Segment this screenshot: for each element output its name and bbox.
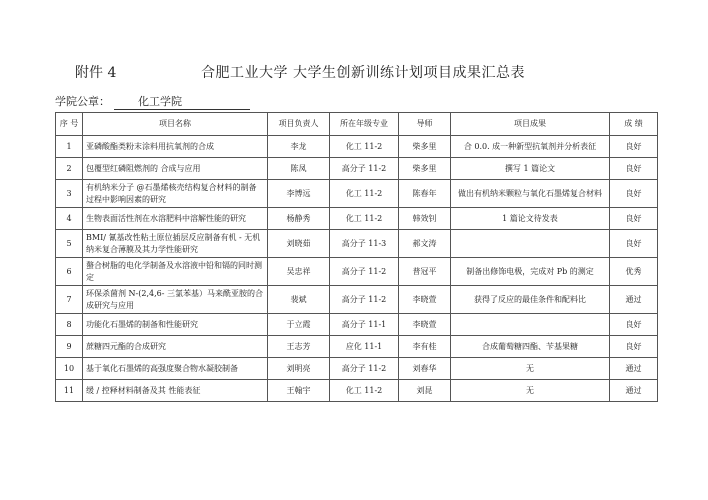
cell-major: 应化 11-1 bbox=[330, 336, 399, 358]
cell-result: 制备出修饰电极，完成对 Pb 的测定 bbox=[451, 258, 610, 286]
cell-project-name: 缓 / 控释材料制备及其 性能表征 bbox=[83, 380, 268, 402]
table-row bbox=[56, 180, 658, 208]
cell-advisor: 李晓萱 bbox=[399, 286, 451, 314]
school-seal-line bbox=[55, 93, 250, 110]
table-row bbox=[56, 230, 658, 258]
cell-result bbox=[451, 230, 610, 258]
cell-major: 化工 11-2 bbox=[330, 136, 399, 158]
table-header-row bbox=[56, 113, 658, 136]
cell-grade: 良好 bbox=[610, 314, 658, 336]
cell-no: 5 bbox=[56, 230, 83, 258]
cell-leader: 陈凤 bbox=[268, 158, 330, 180]
cell-no: 1 bbox=[56, 136, 83, 158]
cell-project-name: 包覆型红磷阻燃剂的 合成与应用 bbox=[83, 158, 268, 180]
cell-advisor: 柴多里 bbox=[399, 136, 451, 158]
cell-result bbox=[451, 314, 610, 336]
cell-no: 2 bbox=[56, 158, 83, 180]
cell-leader: 吴忠祥 bbox=[268, 258, 330, 286]
cell-major: 化工 11-2 bbox=[330, 180, 399, 208]
school-label: 学院公章： bbox=[55, 95, 110, 108]
cell-major: 化工 11-2 bbox=[330, 208, 399, 230]
table-row bbox=[56, 380, 658, 402]
cell-no: 8 bbox=[56, 314, 83, 336]
cell-grade: 良好 bbox=[610, 158, 658, 180]
cell-leader: 李博远 bbox=[268, 180, 330, 208]
cell-leader: 王翰宇 bbox=[268, 380, 330, 402]
cell-project-name: 有机纳米分子 @石墨烯核壳结构复合材料的制备过程中影响因素的研究 bbox=[83, 180, 268, 208]
cell-result: 1 篇论文待发表 bbox=[451, 208, 610, 230]
cell-result: 做出有机纳米颗粒与氧化石墨烯复合材料 bbox=[451, 180, 610, 208]
cell-leader: 王志芳 bbox=[268, 336, 330, 358]
cell-result: 合成葡萄糖四酯、苄基果糖 bbox=[451, 336, 610, 358]
cell-no: 7 bbox=[56, 286, 83, 314]
table-row bbox=[56, 358, 658, 380]
table-row bbox=[56, 286, 658, 314]
cell-no: 10 bbox=[56, 358, 83, 380]
cell-advisor: 李晓萱 bbox=[399, 314, 451, 336]
cell-major: 高分子 11-2 bbox=[330, 158, 399, 180]
school-value: 化工学院 bbox=[114, 93, 250, 110]
cell-grade: 良好 bbox=[610, 180, 658, 208]
cell-no: 3 bbox=[56, 180, 83, 208]
cell-grade: 优秀 bbox=[610, 258, 658, 286]
cell-no: 6 bbox=[56, 258, 83, 286]
cell-no: 11 bbox=[56, 380, 83, 402]
cell-leader: 裴斌 bbox=[268, 286, 330, 314]
cell-result: 无 bbox=[451, 358, 610, 380]
cell-project-name: 螯合树脂的电化学制备及水溶液中铅和镉的同时测定 bbox=[83, 258, 268, 286]
cell-advisor: 郝文涛 bbox=[399, 230, 451, 258]
cell-grade: 通过 bbox=[610, 380, 658, 402]
cell-project-name: 蔗糖四元酯的合成研究 bbox=[83, 336, 268, 358]
cell-major: 高分子 11-2 bbox=[330, 258, 399, 286]
page-title: 合肥工业大学 大学生创新训练计划项目成果汇总表 bbox=[201, 65, 525, 81]
cell-major: 高分子 11-3 bbox=[330, 230, 399, 258]
cell-result: 撰写 1 篇论文 bbox=[451, 158, 610, 180]
cell-no: 9 bbox=[56, 336, 83, 358]
col-header-result: 项目成果 bbox=[451, 113, 610, 136]
cell-project-name: 功能化石墨烯的制备和性能研究 bbox=[83, 314, 268, 336]
attachment-label: 附件 4 bbox=[75, 65, 117, 81]
table-row bbox=[56, 158, 658, 180]
cell-major: 高分子 11-2 bbox=[330, 358, 399, 380]
cell-project-name: 基于氧化石墨烯的高强度聚合物水凝胶制备 bbox=[83, 358, 268, 380]
cell-project-name: 生物表面活性剂在水溶肥料中溶解性能的研究 bbox=[83, 208, 268, 230]
cell-result: 无 bbox=[451, 380, 610, 402]
cell-grade: 良好 bbox=[610, 208, 658, 230]
cell-leader: 刘明亮 bbox=[268, 358, 330, 380]
cell-advisor: 李有桂 bbox=[399, 336, 451, 358]
col-header-advisor: 导师 bbox=[399, 113, 451, 136]
col-header-major: 所在年级专业 bbox=[330, 113, 399, 136]
cell-advisor: 陈春年 bbox=[399, 180, 451, 208]
table-row bbox=[56, 314, 658, 336]
cell-project-name: 亚磷酸酯类粉末涂料用抗氧剂的合成 bbox=[83, 136, 268, 158]
cell-result: 合 0.0. 成一种新型抗氧剂并分析表征 bbox=[451, 136, 610, 158]
cell-major: 高分子 11-2 bbox=[330, 286, 399, 314]
cell-advisor: 刘昆 bbox=[399, 380, 451, 402]
cell-advisor: 刘春华 bbox=[399, 358, 451, 380]
cell-project-name: 环保杀菌剂 N-(2,4,6- 三氯苯基）马来酰亚胺的合成研究与应用 bbox=[83, 286, 268, 314]
cell-advisor: 韩效钊 bbox=[399, 208, 451, 230]
col-header-grade: 成 绩 bbox=[610, 113, 658, 136]
cell-advisor: 普冠平 bbox=[399, 258, 451, 286]
cell-leader: 刘晓茹 bbox=[268, 230, 330, 258]
table-row bbox=[56, 208, 658, 230]
cell-leader: 杨静秀 bbox=[268, 208, 330, 230]
cell-advisor: 柴多里 bbox=[399, 158, 451, 180]
cell-major: 化工 11-2 bbox=[330, 380, 399, 402]
cell-grade: 通过 bbox=[610, 286, 658, 314]
cell-major: 高分子 11-1 bbox=[330, 314, 399, 336]
cell-grade: 良好 bbox=[610, 230, 658, 258]
cell-leader: 李龙 bbox=[268, 136, 330, 158]
table-row bbox=[56, 336, 658, 358]
cell-result: 获得了反应的最佳条件和配料比 bbox=[451, 286, 610, 314]
table-row bbox=[56, 136, 658, 158]
cell-grade: 良好 bbox=[610, 136, 658, 158]
table-row bbox=[56, 258, 658, 286]
cell-leader: 于立霞 bbox=[268, 314, 330, 336]
cell-project-name: BMI/ 氰基改性粘土原位插层反应制备有机 - 无机纳米复合薄膜及其力学性能研究 bbox=[83, 230, 268, 258]
col-header-name: 项目名称 bbox=[83, 113, 268, 136]
col-header-leader: 项目负责人 bbox=[268, 113, 330, 136]
cell-grade: 通过 bbox=[610, 358, 658, 380]
col-header-no: 序 号 bbox=[56, 113, 83, 136]
cell-grade: 良好 bbox=[610, 336, 658, 358]
results-table bbox=[55, 112, 658, 402]
cell-no: 4 bbox=[56, 208, 83, 230]
